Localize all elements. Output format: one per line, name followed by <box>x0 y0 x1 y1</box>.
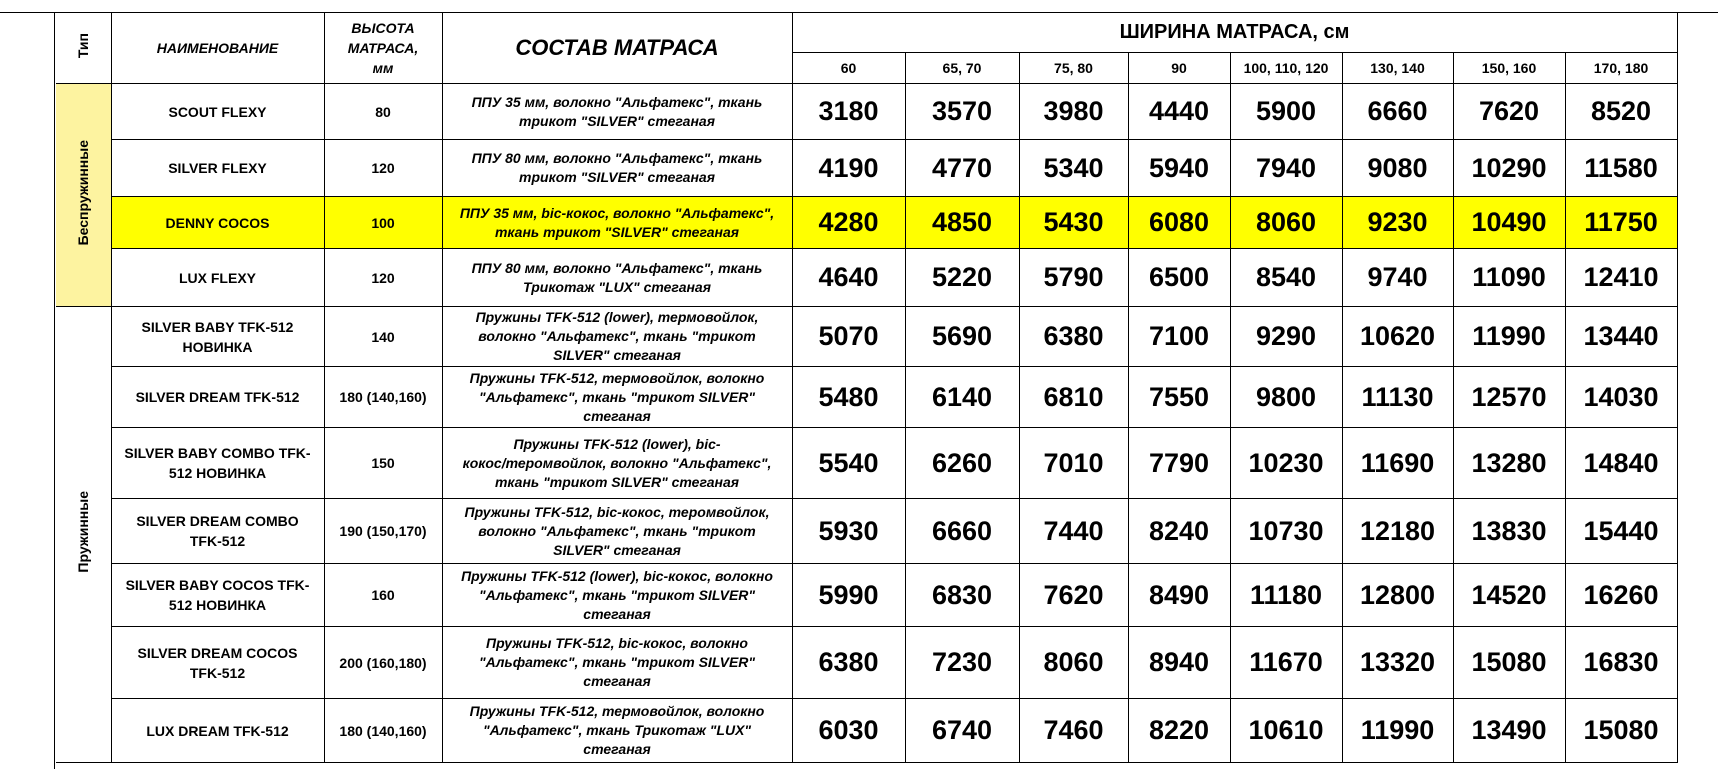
product-name-line: SILVER DREAM COCOS <box>137 644 298 661</box>
header-height-line1: ВЫСОТА <box>351 20 415 36</box>
price-cell: 6380 <box>792 627 905 699</box>
price-cell: 7010 <box>1019 428 1128 499</box>
composition-line: SILVER" стеганая <box>553 541 681 558</box>
price-cell: 4440 <box>1128 84 1230 140</box>
composition-line: "Альфатекс", ткань Трикотаж "LUX" <box>482 722 752 738</box>
price-cell: 7940 <box>1230 140 1342 197</box>
product-name-line: SILVER BABY COCOS TFK- <box>125 577 310 593</box>
group-label: Беспружинные <box>75 139 92 246</box>
composition-line: ППУ 35 мм, волокно "Альфатекс", ткань <box>471 93 763 110</box>
price-cell: 5070 <box>792 307 905 367</box>
price-table <box>56 12 1678 763</box>
price-cell: 11990 <box>1342 699 1453 763</box>
product-composition <box>442 307 792 367</box>
price-cell: 11580 <box>1565 140 1677 197</box>
table-row <box>56 249 1677 307</box>
price-cell: 15080 <box>1453 627 1565 699</box>
product-composition <box>442 627 792 699</box>
price-cell: 12800 <box>1342 564 1453 627</box>
price-cell: 8060 <box>1230 197 1342 249</box>
product-name-line: SILVER BABY TFK-512 <box>141 318 294 335</box>
header-width-col: 130, 140 <box>1342 53 1453 84</box>
product-height: 150 <box>324 428 442 499</box>
composition-line: Пружины TFK-512, термовойлок, волокно <box>469 369 765 386</box>
product-name-line: 512 НОВИНКА <box>168 597 267 613</box>
price-cell: 10620 <box>1342 307 1453 367</box>
product-composition <box>442 699 792 763</box>
header-height-line3: мм <box>372 60 394 76</box>
table-row <box>56 307 1677 367</box>
table-row <box>56 428 1677 499</box>
price-cell: 11690 <box>1342 428 1453 499</box>
product-composition <box>442 197 792 249</box>
price-cell: 8540 <box>1230 249 1342 307</box>
header-row-top <box>56 13 1677 53</box>
composition-line: Трикотаж "LUX" стеганая <box>523 278 711 295</box>
price-cell: 6140 <box>905 367 1019 428</box>
composition-line: волокно "Альфатекс", ткань "трикот <box>478 328 756 344</box>
product-composition <box>442 564 792 627</box>
product-composition <box>442 140 792 197</box>
composition-line: ткань трикот "SILVER" стеганая <box>494 223 740 240</box>
header-width-col: 65, 70 <box>905 53 1019 84</box>
price-cell: 3180 <box>792 84 905 140</box>
price-cell: 11670 <box>1230 627 1342 699</box>
price-cell: 5930 <box>792 499 905 564</box>
price-cell: 11180 <box>1230 564 1342 627</box>
price-cell: 6660 <box>905 499 1019 564</box>
product-height: 120 <box>324 249 442 307</box>
table-row <box>56 627 1677 699</box>
price-cell: 7460 <box>1019 699 1128 763</box>
product-name <box>111 627 324 699</box>
left-border-line <box>54 12 55 769</box>
price-cell: 5690 <box>905 307 1019 367</box>
price-cell: 4850 <box>905 197 1019 249</box>
price-cell: 5220 <box>905 249 1019 307</box>
price-cell: 8490 <box>1128 564 1230 627</box>
composition-line: кокос/теромвойлок, волокно "Альфатекс", <box>462 454 772 471</box>
composition-line: трикот "SILVER" стеганая <box>519 169 715 185</box>
product-height: 160 <box>324 564 442 627</box>
composition-line: ППУ 80 мм, волокно "Альфатекс", ткань <box>471 150 763 166</box>
price-cell: 11090 <box>1453 249 1565 307</box>
price-cell: 7550 <box>1128 367 1230 428</box>
price-cell: 5790 <box>1019 249 1128 307</box>
product-height: 190 (150,170) <box>324 499 442 564</box>
composition-line: стеганая <box>583 741 651 757</box>
price-cell: 10610 <box>1230 699 1342 763</box>
price-cell: 14030 <box>1565 367 1677 428</box>
price-cell: 7440 <box>1019 499 1128 564</box>
price-cell: 11750 <box>1565 197 1677 249</box>
product-name-line: DENNY COCOS <box>165 214 270 231</box>
price-cell: 6500 <box>1128 249 1230 307</box>
header-height-line2: МАТРАСА, <box>347 40 419 56</box>
price-cell: 12570 <box>1453 367 1565 428</box>
table-row <box>56 699 1677 763</box>
price-cell: 13440 <box>1565 307 1677 367</box>
composition-line: Пружины TFK-512 (lower), biс-кокос, волокно <box>461 567 773 584</box>
price-cell: 6810 <box>1019 367 1128 428</box>
price-cell: 5940 <box>1128 140 1230 197</box>
header-name: НАИМЕНОВАНИЕ <box>111 13 324 84</box>
product-composition <box>442 367 792 428</box>
price-cell: 10490 <box>1453 197 1565 249</box>
product-name <box>111 428 324 499</box>
table-row <box>56 367 1677 428</box>
composition-line: ППУ 35 мм, biс-кокос, волокно "Альфатекс", <box>459 204 775 221</box>
group-label-cell <box>56 84 111 307</box>
product-height: 200 (160,180) <box>324 627 442 699</box>
price-cell: 8940 <box>1128 627 1230 699</box>
product-height: 100 <box>324 197 442 249</box>
product-name-line: SILVER BABY COMBO TFK- <box>124 445 311 461</box>
product-name-line: 512 НОВИНКА <box>168 465 267 481</box>
price-cell: 9230 <box>1342 197 1453 249</box>
price-cell: 6260 <box>905 428 1019 499</box>
header-type-cell <box>56 13 111 84</box>
header-width-col: 75, 80 <box>1019 53 1128 84</box>
header-width-col: 170, 180 <box>1565 53 1677 84</box>
price-cell: 16830 <box>1565 627 1677 699</box>
price-cell: 11990 <box>1453 307 1565 367</box>
price-cell: 6080 <box>1128 197 1230 249</box>
price-cell: 4190 <box>792 140 905 197</box>
product-name-line: НОВИНКА <box>182 338 253 355</box>
table-row <box>56 499 1677 564</box>
price-cell: 10290 <box>1453 140 1565 197</box>
header-width-title: ШИРИНА МАТРАСА, см <box>792 13 1677 53</box>
product-name <box>111 249 324 307</box>
price-cell: 6030 <box>792 699 905 763</box>
price-cell: 12410 <box>1565 249 1677 307</box>
price-cell: 7790 <box>1128 428 1230 499</box>
product-name-line: TFK-512 <box>189 664 246 681</box>
price-cell: 12180 <box>1342 499 1453 564</box>
price-cell: 5340 <box>1019 140 1128 197</box>
header-height <box>324 13 442 84</box>
product-name <box>111 140 324 197</box>
header-type-label: Тип <box>75 32 92 59</box>
product-height: 120 <box>324 140 442 197</box>
product-name-line: SILVER DREAM COMBO <box>136 513 299 529</box>
composition-line: Пружины TFK-512 (lower), biс- <box>513 435 721 452</box>
price-cell: 4280 <box>792 197 905 249</box>
product-name <box>111 564 324 627</box>
product-name <box>111 499 324 564</box>
price-cell: 9800 <box>1230 367 1342 428</box>
price-cell: 10730 <box>1230 499 1342 564</box>
price-cell: 14520 <box>1453 564 1565 627</box>
price-cell: 4770 <box>905 140 1019 197</box>
price-cell: 8220 <box>1128 699 1230 763</box>
product-composition <box>442 249 792 307</box>
price-cell: 15080 <box>1565 699 1677 763</box>
price-cell: 5990 <box>792 564 905 627</box>
product-name-line: SILVER FLEXY <box>168 160 267 176</box>
composition-line: ППУ 80 мм, волокно "Альфатекс", ткань <box>471 259 763 276</box>
header-width-col: 90 <box>1128 53 1230 84</box>
composition-line: стеганая <box>583 407 651 424</box>
product-composition <box>442 428 792 499</box>
product-name <box>111 699 324 763</box>
composition-line: ткань "трикот SILVER" стеганая <box>494 473 740 490</box>
product-name <box>111 367 324 428</box>
price-cell: 6660 <box>1342 84 1453 140</box>
price-cell: 7100 <box>1128 307 1230 367</box>
price-cell: 4640 <box>792 249 905 307</box>
price-cell: 6830 <box>905 564 1019 627</box>
price-cell: 8060 <box>1019 627 1128 699</box>
product-name-line: LUX DREAM TFK-512 <box>146 722 289 739</box>
price-cell: 5540 <box>792 428 905 499</box>
price-cell: 7620 <box>1453 84 1565 140</box>
header-width-col: 100, 110, 120 <box>1230 53 1342 84</box>
price-cell: 15440 <box>1565 499 1677 564</box>
price-cell: 9740 <box>1342 249 1453 307</box>
table-row <box>56 564 1677 627</box>
header-composition: СОСТАВ МАТРАСА <box>442 13 792 84</box>
composition-line: волокно "Альфатекс", ткань "трикот <box>478 522 756 539</box>
price-cell: 10230 <box>1230 428 1342 499</box>
composition-line: "Альфатекс", ткань "трикот SILVER" <box>478 388 756 405</box>
price-cell: 13490 <box>1453 699 1565 763</box>
price-cell: 13280 <box>1453 428 1565 499</box>
header-width-col: 150, 160 <box>1453 53 1565 84</box>
price-cell: 3980 <box>1019 84 1128 140</box>
price-cell: 7230 <box>905 627 1019 699</box>
product-name <box>111 307 324 367</box>
group-label: Пружинные <box>75 491 92 573</box>
composition-line: трикот "SILVER" стеганая <box>519 112 715 129</box>
product-name-line: LUX FLEXY <box>178 269 256 286</box>
price-cell: 8240 <box>1128 499 1230 564</box>
product-composition <box>442 84 792 140</box>
price-cell: 13320 <box>1342 627 1453 699</box>
price-cell: 6380 <box>1019 307 1128 367</box>
price-cell: 16260 <box>1565 564 1677 627</box>
composition-line: стеганая <box>583 605 651 622</box>
price-cell: 5480 <box>792 367 905 428</box>
price-cell: 8520 <box>1565 84 1677 140</box>
product-name <box>111 84 324 140</box>
price-cell: 9080 <box>1342 140 1453 197</box>
product-height: 180 (140,160) <box>324 699 442 763</box>
product-height: 80 <box>324 84 442 140</box>
composition-line: Пружины TFK-512, biс-кокос, волокно <box>486 635 748 651</box>
product-name <box>111 197 324 249</box>
price-cell: 6740 <box>905 699 1019 763</box>
header-width-col: 60 <box>792 53 905 84</box>
price-cell: 9290 <box>1230 307 1342 367</box>
composition-line: Пружины TFK-512 (lower), термовойлок, <box>475 309 759 325</box>
price-cell: 3570 <box>905 84 1019 140</box>
composition-line: Пружины TFK-512, biс-кокос, теромвойлок, <box>464 503 770 520</box>
table-row <box>56 140 1677 197</box>
group-label-cell <box>56 307 111 763</box>
composition-line: "Альфатекс", ткань "трикот SILVER" <box>478 586 756 603</box>
product-name-line: SILVER DREAM TFK-512 <box>135 389 300 405</box>
price-cell: 5900 <box>1230 84 1342 140</box>
price-cell: 7620 <box>1019 564 1128 627</box>
table-row <box>56 197 1677 249</box>
price-cell: 13830 <box>1453 499 1565 564</box>
composition-line: стеганая <box>583 673 651 689</box>
product-height: 140 <box>324 307 442 367</box>
table-row <box>56 84 1677 140</box>
composition-line: SILVER" стеганая <box>553 347 681 363</box>
product-height: 180 (140,160) <box>324 367 442 428</box>
price-cell: 14840 <box>1565 428 1677 499</box>
composition-line: "Альфатекс", ткань "трикот SILVER" <box>478 654 756 670</box>
product-composition <box>442 499 792 564</box>
price-cell: 5430 <box>1019 197 1128 249</box>
composition-line: Пружины TFK-512, термовойлок, волокно <box>469 703 765 719</box>
product-name-line: SCOUT FLEXY <box>168 103 267 120</box>
product-name-line: TFK-512 <box>189 533 246 549</box>
price-cell: 11130 <box>1342 367 1453 428</box>
